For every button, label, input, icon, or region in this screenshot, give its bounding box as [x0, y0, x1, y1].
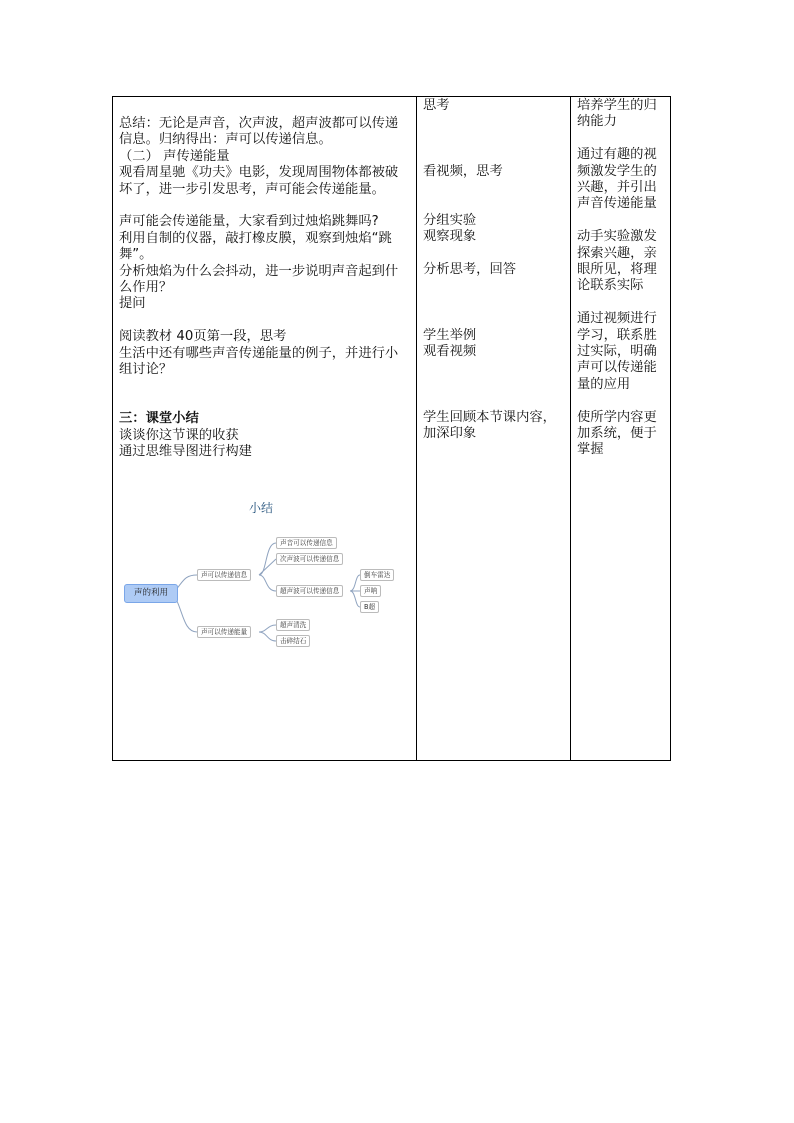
text-line: 声可以传递能: [577, 360, 657, 376]
text-line: 过实际，明确: [577, 344, 657, 360]
mindmap-leaf: B超: [360, 601, 379, 613]
mindmap-branch-energy: 声可以传递能量: [197, 626, 251, 638]
mindmap-leaf: 声呐: [360, 585, 381, 597]
text-line: 通过有趣的视: [577, 147, 657, 163]
lesson-plan-table: [112, 96, 671, 761]
text-line: 声音传递能量: [577, 196, 657, 212]
text-line: 么作用？: [119, 280, 173, 296]
text-line: 培养学生的归: [577, 98, 657, 113]
text-line: 信息。归纳得出：声可以传递信息。: [119, 132, 332, 148]
text-line: 学生回顾本节课内容，: [423, 409, 556, 425]
mindmap-leaf: 超声波可以传递信息: [276, 585, 343, 597]
text-line: 兴趣，并引出: [577, 180, 657, 196]
text-line: 舞”。: [119, 247, 153, 263]
mindmap-leaf: 击碎结石: [276, 635, 310, 647]
text-line: 分析烛焰为什么会抖动，进一步说明声音起到什: [119, 263, 399, 279]
text-line: 通过视频进行: [577, 311, 657, 327]
mindmap-leaf: 超声清洗: [276, 619, 310, 631]
text-line: 学生举例: [423, 327, 477, 343]
text-line: 掌握: [577, 442, 604, 458]
text-line: 通过思维导图进行构建: [119, 444, 252, 460]
mindmap-leaf: 次声波可以传递信息: [276, 553, 343, 565]
text-line: 坏了，进一步引发思考，声可能会传递能量。: [119, 181, 385, 197]
text-line: 探索兴趣，亲: [577, 245, 657, 261]
mindmap-leaf: 倒车雷达: [360, 569, 394, 581]
text-line: 观察现象: [423, 229, 477, 245]
text-line: 总结：无论是声音，次声波，超声波都可以传递: [119, 116, 399, 131]
text-line: 使所学内容更: [577, 409, 657, 425]
text-line: 提问: [119, 296, 146, 312]
text-line: 利用自制的仪器，敲打橡皮膜，观察到烛焰“跳: [119, 230, 392, 246]
text-line: （二） 声传递能量: [119, 148, 230, 164]
text-line: 分析思考，回答: [423, 261, 517, 277]
mindmap-title: 小结: [249, 501, 274, 515]
text-line: 加深印象: [423, 425, 477, 441]
mindmap-root-node: 声的利用: [124, 584, 178, 603]
text-line: 动手实验激发: [577, 229, 657, 245]
text-line: 组讨论？: [119, 362, 173, 378]
text-line: 论联系实际: [577, 278, 644, 294]
text-line: 频激发学生的: [577, 163, 657, 179]
text-line: 观看周星驰《功夫》电影，发现周围物体都被破: [119, 165, 399, 181]
text-line: 观看视频: [423, 343, 477, 359]
text-line: 思考: [423, 98, 450, 113]
text-line: 看视频，思考: [423, 163, 503, 179]
text-line: 分组实验: [423, 212, 477, 228]
text-line: 纳能力: [577, 114, 617, 130]
mindmap-connectors: [113, 97, 672, 762]
text-line: 加系统，便于: [577, 426, 657, 442]
text-line: 阅读教材 40页第一段，思考: [119, 329, 287, 345]
text-line: 生活中还有哪些声音传递能量的例子，并进行小: [119, 345, 399, 361]
mindmap-leaf: 声音可以传递信息: [276, 537, 337, 549]
mindmap-branch-info: 声可以传递信息: [197, 569, 251, 581]
text-line: 眼所见，将理: [577, 262, 657, 278]
text-line: 学习，联系胜: [577, 327, 657, 343]
text-line: 量的应用: [577, 376, 631, 392]
text-line: 谈谈你这节课的收获: [119, 427, 239, 443]
text-line: 声可能会传递能量，大家看到过烛焰跳舞吗?: [119, 214, 379, 230]
text-line: 三：课堂小结: [119, 411, 199, 427]
